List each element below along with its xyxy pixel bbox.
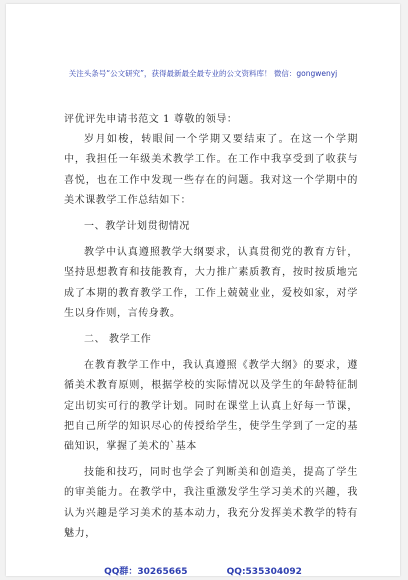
document-body — [64, 110, 358, 544]
paragraph: 在教育教学工作中，我认真遵照《教学大纲》的要求，遵循美术教育原则，根据学校的实际情况以及学生的年龄特征制定出切实可行的教学计划。同时在课堂上认真上好每一节课，把自己所学的知识尽心的传授给学生，使学生学到了一定的基础知识，掌握了美术的`基本 — [64, 360, 358, 453]
footer-qq: QQ:535304092 — [226, 567, 302, 577]
section-heading: 一、教学计划贯彻情况 — [84, 221, 190, 233]
paragraph: 技能和技巧，同时也学会了判断美和创造美，提高了学生的审美能力。在教学中，我注重激发学生学习美术的兴趣，我认为兴趣是学习美术的基本动力，我充分发挥美术教学的特有魅力， — [64, 467, 358, 539]
title-line: 评优评先申请书范文 1 尊敬的领导： — [64, 114, 238, 125]
section-heading: 二、 教学工作 — [84, 334, 152, 346]
paragraph: 教学中认真遵照教学大纲要求，认真贯彻党的教育方针，坚持思想教育和技能教育，大力推广素质教育，按时按质地完成了本期的教育教学工作，工作上兢兢业业，爱校如家，对学生以身作则，言传身教。 — [64, 247, 358, 319]
document-page — [6, 4, 400, 576]
header-note: 关注头条号“公文研究”，获得最新最全最专业的公文资料库！ 微信：gongwenyj — [68, 69, 338, 78]
paragraph: 岁月如梭，转眼间一个学期又要结束了。在这一个学期中，我担任一年级美术教学工作。在工作中我享受到了收获与喜悦，也在工作中发现一些存在的问题。我对这一个学期中的美术课教学工作总结如下： — [64, 134, 358, 206]
footer — [6, 564, 400, 577]
footer-qq-group: QQ群：30265665 — [104, 567, 188, 577]
